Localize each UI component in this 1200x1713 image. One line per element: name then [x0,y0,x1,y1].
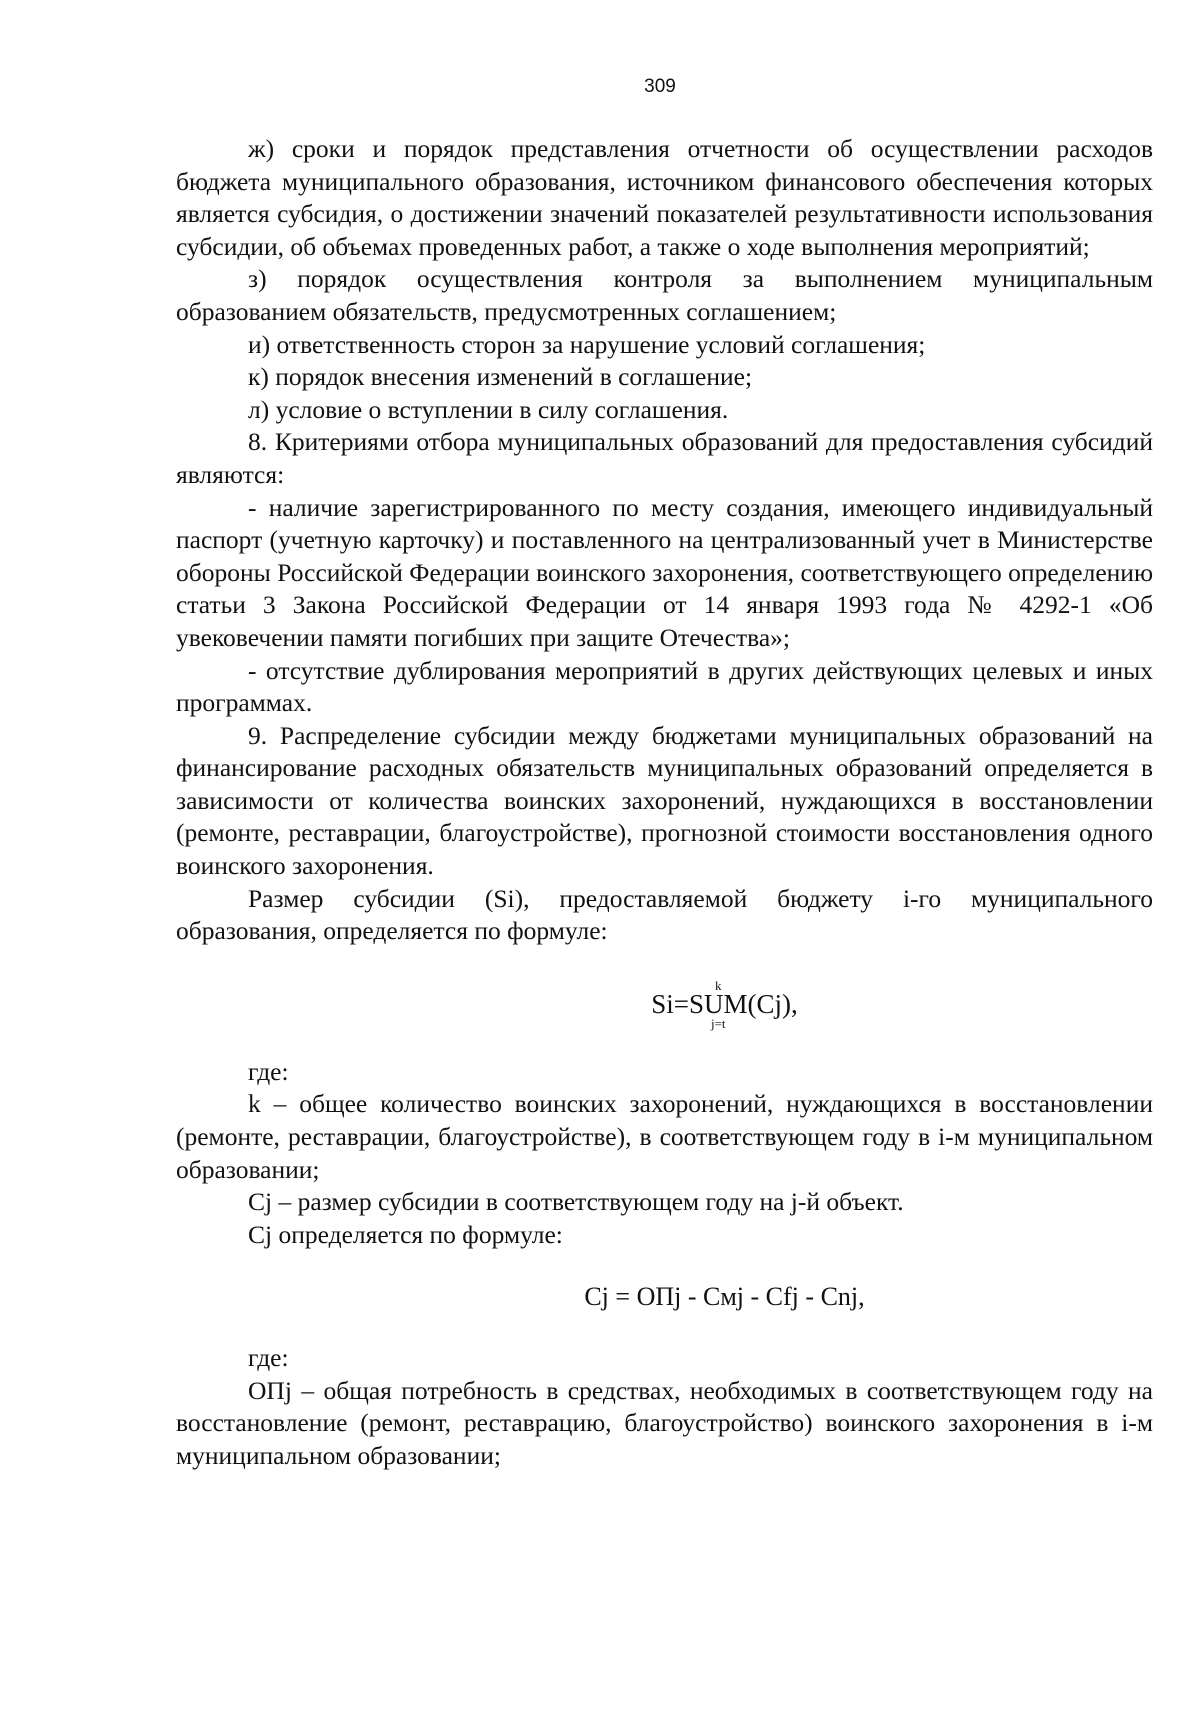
paragraph-z: з) порядок осуществления контроля за выполнением муниципальным образованием обязательств, предусмотренных соглашением; [176,264,1153,326]
paragraph-subsidy-size: Размер субсидии (Si), предоставляемой бюджету i-го муниципального образования, определяется по формуле: [176,883,1153,946]
formula-sum-upper: k [715,977,722,993]
formula-si-argument: (Cj), [747,988,798,1019]
paragraph-cj-definition: Cj – размер субсидии в соответствующем году на j-й объект. [248,1187,904,1217]
paragraph-criterion-2: - отсутствие дублирования мероприятий в других действующих целевых и иных программах. [176,655,1153,718]
paragraph-k: к) порядок внесения изменений в соглашение; [248,362,753,392]
paragraph-k-definition: k – общее количество воинских захоронений, нуждающихся в восстановлении (ремонте, реставрации, благоустройстве), в соответствующем году в i-м муниципальном образовании; [176,1089,1153,1184]
paragraph-distribution: 9. Распределение субсидии между бюджетами муниципальных образований на финансирование расходных обязательств муниципальных образований определяется в зависимости от количества воинских захоронений, нуждающихся в восстановлении (ремонте, реставрации, благоустройстве), прогнозной стоимости восстановления одного воинского захоронения. [176,720,1153,881]
paragraph-l: л) условие о вступлении в силу соглашения. [248,394,729,424]
formula-sum-label: SUM [688,988,748,1019]
paragraph-cj-formula-intro: Cj определяется по формуле: [248,1219,563,1249]
document-body [176,133,1153,1472]
page-number: 309 [644,76,676,97]
paragraph-where-1: где: [248,1056,289,1086]
formula-si [176,974,1153,1034]
paragraph-i: и) ответственность сторон за нарушение условий соглашения; [248,329,926,359]
formula-sum-lower: j=t [710,1015,726,1031]
formula-sum-operator [689,974,748,1034]
formula-cj: Cj = ОПj - Cмj - Cfj - Cnj, [584,1282,865,1312]
paragraph-opj-definition: ОПj – общая потребность в средствах, необходимых в соответствующем году на восстановление (ремонт, реставрацию, благоустройство) воинского захоронения в i-м муниципальном образовании; [176,1375,1153,1470]
formula-si-lhs: Si= [651,988,689,1019]
paragraph-criteria: 8. Критериями отбора муниципальных образований для предоставления субсидий являются: [176,427,1153,489]
paragraph-criterion-1: - наличие зарегистрированного по месту создания, имеющего индивидуальный паспорт (учетную карточку) и поставленного на централизованный учет в Министерстве обороны Российской Федерации воинского захоронения, соответствующего определению статьи 3 Закона Российской Федерации от 14 января 1993 года № 4292-1 «Об увековечении памяти погибших при защите Отечества»; [176,492,1153,652]
paragraph-zh: ж) сроки и порядок представления отчетности об осуществлении расходов бюджета муниципального образования, источником финансового обеспечения которых является субсидия, о достижении значений показателей результативности использования субсидии, об объемах проведенных работ, а также о ходе выполнения мероприятий; [176,134,1153,261]
paragraph-where-2: где: [248,1343,289,1372]
